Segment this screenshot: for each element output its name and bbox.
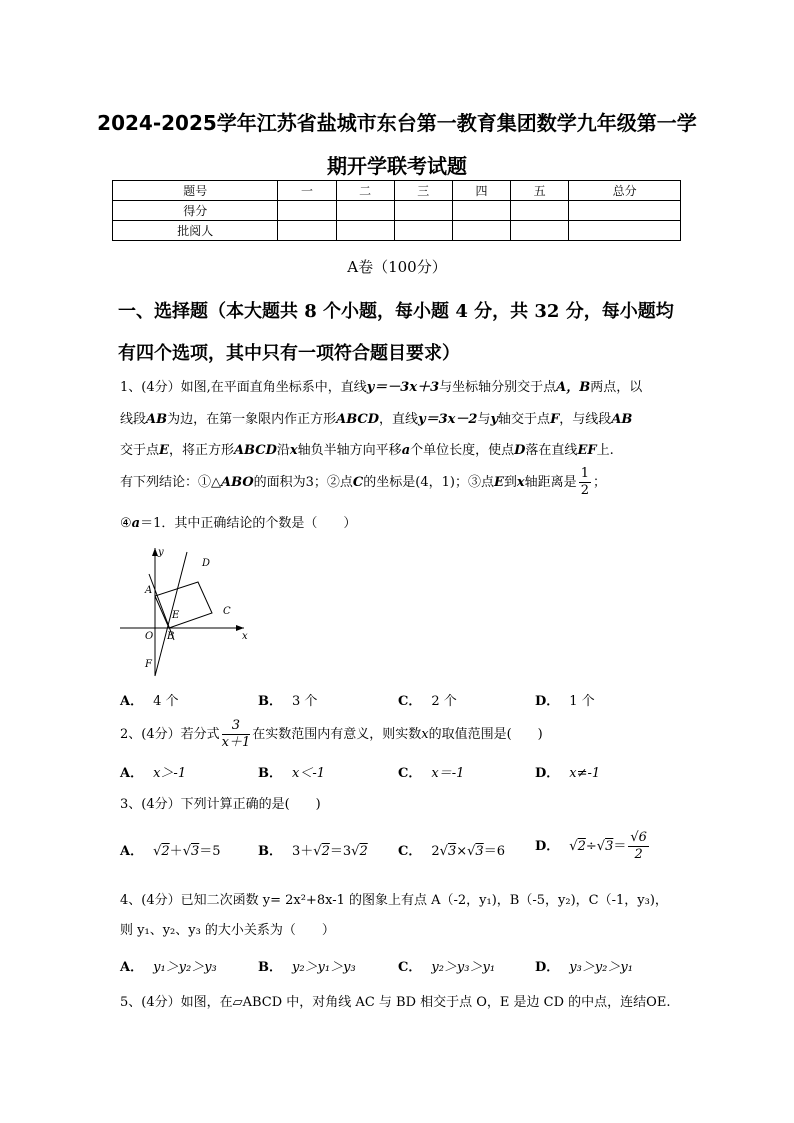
label-c: C [223,606,231,617]
section1-heading-line1: 一、选择题（本大题共 8 个小题，每小题 4 分，共 32 分，每小题均 [118,301,674,322]
score-cell: 二 [336,181,394,201]
score-cell: 五 [511,181,569,201]
q4-line1: 4、(4分）已知二次函数 y= 2x²+8x-1 的图象上有点 A（-2，y₁)，B（-5，y₂)，C（-1，y₃)， [120,893,668,908]
fraction: $\frac{1}{2}$ [580,466,589,498]
q1-option-b[interactable]: B． 3 个 [258,694,318,709]
score-table-row [113,221,681,241]
q3-option-d[interactable]: D． √2÷√3＝ $\frac{√6}{2}$ [535,830,647,862]
q1-option-a[interactable]: A． 4 个 [120,694,179,709]
label-d: D [202,558,211,569]
q2-option-d[interactable]: D． x≠-1 [535,766,601,781]
label-y: y [158,547,164,558]
q4-option-b[interactable]: B． y₂＞y₁＞y₃ [258,960,356,975]
exam-title-line2: 期开学联考试题 [327,154,467,178]
score-cell: 得分 [113,201,278,221]
score-cell: 四 [452,181,510,201]
q1-line5: ④a＝1．其中正确结论的个数是（ ） [120,516,357,531]
q3-option-b[interactable]: B． 3＋√2＝3√2 [258,844,368,859]
q4-line2: 则 y₁、y₂、y₃ 的大小关系为（ ） [120,923,335,938]
section-a-heading: A卷（100分） [347,258,447,276]
score-cell: 总分 [569,181,681,201]
label-o: O [145,631,154,642]
exam-title-line1: 2024-2025学年江苏省盐城市东台第一教育集团数学九年级第一学 [97,111,697,135]
q2-option-c[interactable]: C． x＝-1 [398,766,465,781]
q2-option-a[interactable]: A． x＞-1 [120,766,187,781]
q4-option-c[interactable]: C． y₂＞y₃＞y₁ [398,960,496,975]
q1-line2: 线段AB为边，在第一象限内作正方形ABCD，直线y＝3x－2与y轴交于点F，与线段AB [120,412,633,427]
q4-option-a[interactable]: A． y₁＞y₂＞y₃ [120,960,217,975]
q2-stem: 2、(4分）若分式 $\frac{3}{x+1}$ 在实数范围内有意义，则实数x的取值范围是( ) [120,718,543,750]
q1-figure [112,540,252,680]
label-x: x [242,631,248,642]
score-table [112,180,681,241]
label-f: F [145,659,152,670]
q1-line4: 有下列结论：①△ABO的面积为3；②点C的坐标是(4，1)；③点E到x轴距离是 $\frac{1}{2}$ ； [120,466,606,498]
q2-option-b[interactable]: B． x＜-1 [258,766,325,781]
q3-option-c[interactable]: C． 2√3×√3＝6 [398,844,505,859]
score-table-row [113,201,681,221]
score-cell: 题号 [113,181,278,201]
score-table-header-row [113,181,681,201]
score-cell: 三 [394,181,452,201]
score-cell: 一 [278,181,336,201]
q4-option-d[interactable]: D． y₃＞y₂＞y₁ [535,960,633,975]
score-cell: 批阅人 [113,221,278,241]
q3-stem: 3、(4分）下列计算正确的是( ) [120,797,321,812]
label-e: E [172,610,180,621]
fraction: $\frac{3}{x+1}$ [221,718,251,750]
q3-option-a[interactable]: A． √2＋√3＝5 [120,844,221,859]
line-ef [155,552,187,676]
fraction: $\frac{√6}{2}$ [630,830,647,862]
q1-line3: 交于点E，将正方形ABCD沿x轴负半轴方向平移a个单位长度，使点D落在直线EF上. [120,443,614,458]
label-b: B [167,631,175,642]
q5-line1: 5、(4分）如图，在▱ABCD 中，对角线 AC 与 BD 相交于点 O，E 是边 CD 的中点，连结OE. [120,995,671,1010]
square-abcd [155,582,212,628]
label-a: A [145,585,153,596]
q1-line1: 1、(4分）如图,在平面直角坐标系中，直线y＝－3x＋3与坐标轴分别交于点A，B两点，以 [120,380,643,395]
q1-option-c[interactable]: C． 2 个 [398,694,457,709]
section1-heading-line2: 有四个选项，其中只有一项符合题目要求） [118,343,460,364]
q1-option-d[interactable]: D． 1 个 [535,694,595,709]
